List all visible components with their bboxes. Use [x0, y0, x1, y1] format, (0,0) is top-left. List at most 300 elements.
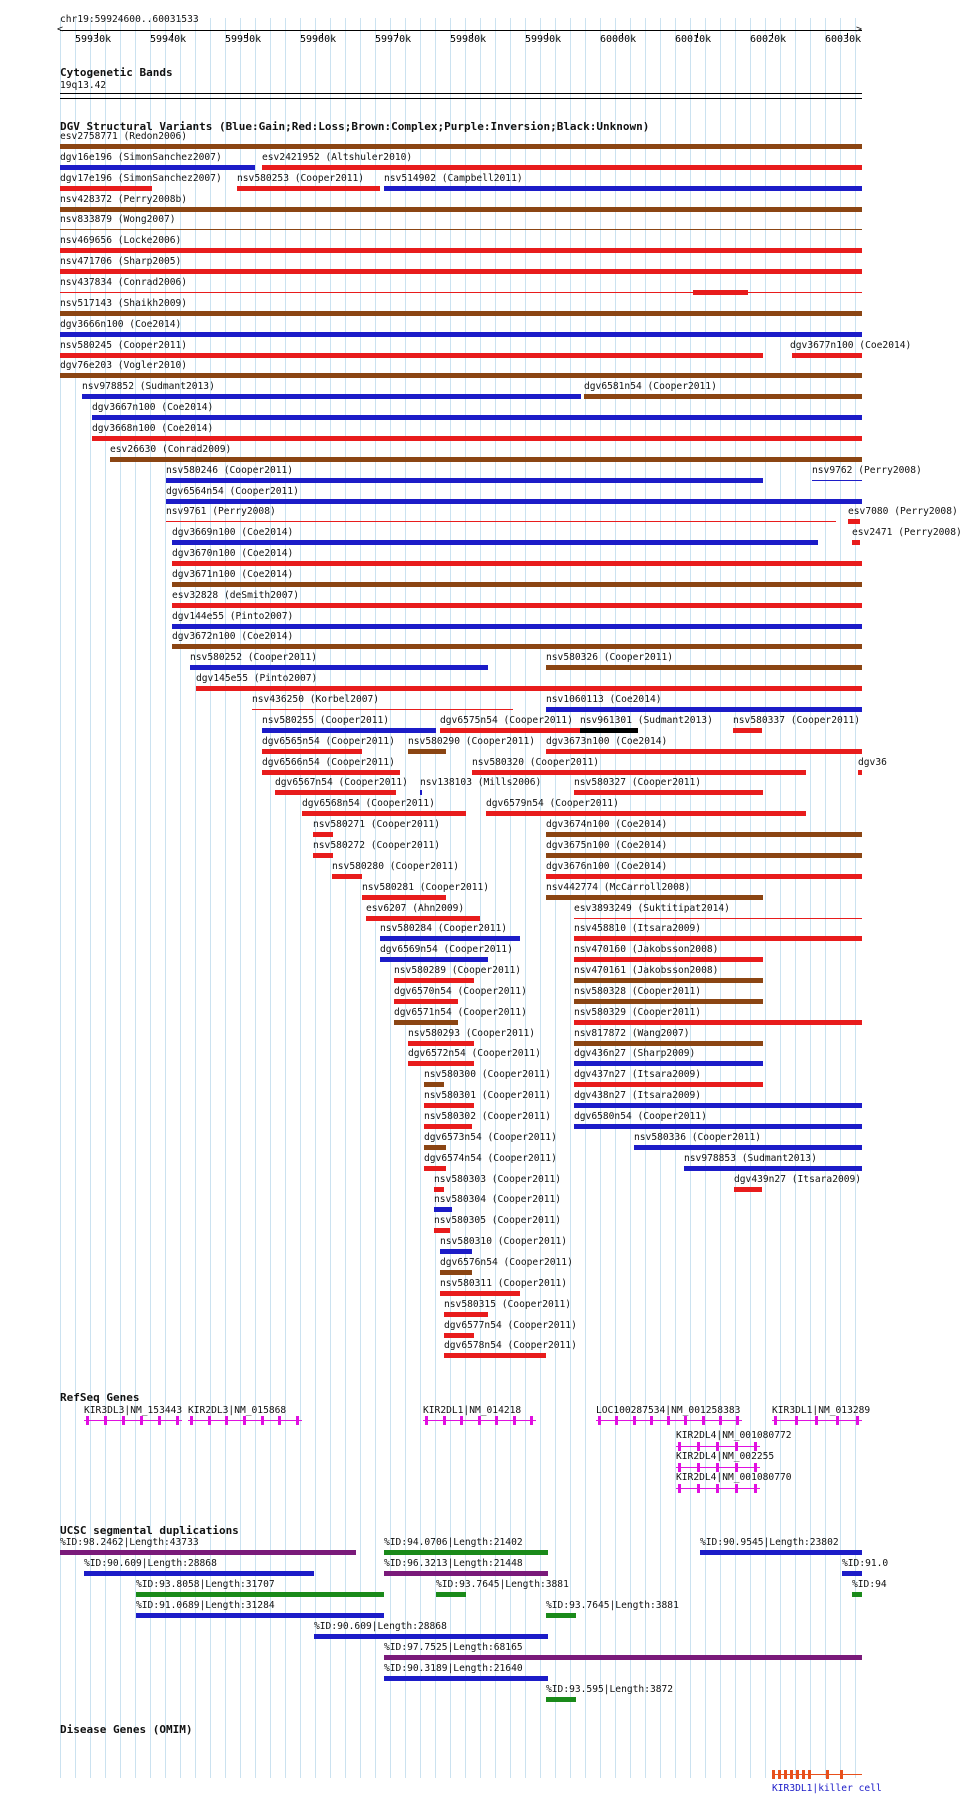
dgv-variant-bar[interactable]: [172, 561, 862, 566]
dgv-variant-bar[interactable]: [313, 832, 333, 837]
dgv-variant-bar[interactable]: [302, 811, 466, 816]
refseq-exon[interactable]: [208, 1416, 211, 1425]
dgv-variant-label[interactable]: nsv580290 (Cooper2011): [408, 735, 536, 747]
dgv-variant-bar[interactable]: [166, 521, 836, 522]
omim-exon[interactable]: [826, 1770, 829, 1779]
dgv-variant-label[interactable]: nsv437834 (Conrad2006): [60, 277, 188, 288]
dgv-variant-label[interactable]: nsv961301 (Sudmant2013): [580, 714, 713, 726]
dgv-variant-bar[interactable]: [60, 373, 862, 378]
omim-exon[interactable]: [840, 1770, 843, 1779]
dgv-variant-bar[interactable]: [574, 936, 862, 941]
dgv-variant-bar[interactable]: [394, 999, 458, 1004]
refseq-exon[interactable]: [754, 1442, 757, 1451]
dgv-variant-label[interactable]: dgv438n27 (Itsara2009): [574, 1090, 702, 1102]
dgv-variant-label[interactable]: nsv580289 (Cooper2011): [394, 965, 522, 976]
dgv-variant-label[interactable]: nsv817872 (Wang2007): [574, 1027, 690, 1039]
dgv-variant-label[interactable]: nsv9762 (Perry2008): [812, 464, 922, 476]
refseq-exon[interactable]: [678, 1484, 681, 1493]
dgv-variant-bar[interactable]: [172, 644, 862, 649]
dgv-variant-label[interactable]: nsv580328 (Cooper2011): [574, 985, 702, 997]
dgv-variant-label[interactable]: dgv6573n54 (Cooper2011): [424, 1131, 557, 1143]
omim-exon[interactable]: [796, 1770, 799, 1779]
dgv-variant-label[interactable]: nsv580303 (Cooper2011): [434, 1173, 562, 1185]
dgv-variant-label[interactable]: nsv580253 (Cooper2011): [237, 172, 365, 184]
refseq-exon[interactable]: [478, 1416, 481, 1425]
dgv-variant-label[interactable]: dgv436n27 (Sharp2009): [574, 1048, 696, 1060]
dgv-variant-bar[interactable]: [172, 582, 862, 587]
dgv-variant-label[interactable]: nsv580245 (Cooper2011): [60, 339, 188, 351]
dgv-variant-label[interactable]: nsv138103 (Mills2006): [420, 777, 542, 789]
dgv-variant-bar[interactable]: [60, 186, 152, 191]
dgv-variant-bar[interactable]: [733, 728, 762, 733]
cytoband-track-title[interactable]: Cytogenetic Bands: [60, 66, 173, 79]
dgv-variant-bar[interactable]: [408, 1061, 474, 1066]
segdup-label[interactable]: %ID:93.7645|Length:3881: [546, 1600, 679, 1611]
dgv-variant-bar[interactable]: [444, 1312, 488, 1317]
dgv-variant-bar[interactable]: [444, 1333, 474, 1338]
dgv-variant-label[interactable]: dgv144e55 (Pinto2007): [172, 610, 294, 622]
dgv-variant-bar[interactable]: [574, 918, 862, 919]
refseq-exon[interactable]: [735, 1484, 738, 1493]
dgv-variant-bar[interactable]: [546, 853, 862, 858]
omim-track-title[interactable]: Disease Genes (OMIM): [60, 1723, 193, 1736]
refseq-exon[interactable]: [735, 1442, 738, 1451]
dgv-variant-bar[interactable]: [313, 853, 333, 858]
dgv-variant-label[interactable]: nsv580327 (Cooper2011): [574, 777, 702, 789]
dgv-variant-bar[interactable]: [60, 229, 862, 230]
grid-line: [540, 18, 541, 1778]
dgv-variant-label[interactable]: nsv580310 (Cooper2011): [440, 1236, 568, 1248]
dgv-variant-bar[interactable]: [237, 186, 380, 191]
refseq-gene-label[interactable]: KIR2DL4|NM_001080770: [676, 1472, 792, 1483]
segdup-bar[interactable]: [84, 1571, 314, 1576]
dgv-variant-label[interactable]: dgv3673n100 (Coe2014): [546, 735, 668, 747]
dgv-variant-label[interactable]: dgv16e196 (SimonSanchez2007): [60, 151, 222, 163]
refseq-exon[interactable]: [678, 1463, 681, 1472]
dgv-variant-bar[interactable]: [172, 603, 862, 608]
dgv-variant-bar[interactable]: [546, 749, 862, 754]
dgv-variant-label[interactable]: nsv580255 (Cooper2011): [262, 714, 390, 726]
dgv-variant-label[interactable]: esv32828 (deSmith2007): [172, 589, 300, 601]
refseq-exon[interactable]: [836, 1416, 839, 1425]
refseq-exon[interactable]: [122, 1416, 125, 1425]
dgv-variant-bar[interactable]: [574, 957, 763, 962]
refseq-gene-intron[interactable]: [84, 1420, 182, 1421]
dgv-variant-label[interactable]: nsv469656 (Locke2006): [60, 235, 182, 247]
dgv-variant-label[interactable]: dgv3669n100 (Coe2014): [172, 527, 294, 539]
dgv-variant-bar[interactable]: [408, 749, 446, 754]
refseq-exon[interactable]: [598, 1416, 601, 1425]
dgv-variant-bar[interactable]: [574, 999, 763, 1004]
segdup-bar[interactable]: [136, 1613, 384, 1618]
dgv-variant-label[interactable]: esv2758771 (Redon2006): [60, 131, 188, 142]
dgv-variant-bar[interactable]: [634, 1145, 862, 1150]
dgv-variant-label[interactable]: esv6207 (Ahn2009): [366, 902, 465, 914]
refseq-exon[interactable]: [633, 1416, 636, 1425]
segdup-bar[interactable]: [546, 1697, 576, 1702]
dgv-variant-bar[interactable]: [384, 186, 862, 191]
segdup-label[interactable]: %ID:90.9545|Length:23802: [700, 1537, 839, 1548]
dgv-variant-label[interactable]: nsv428372 (Perry2008b): [60, 193, 188, 205]
dgv-variant-label[interactable]: nsv580300 (Cooper2011): [424, 1069, 552, 1081]
dgv-variant-bar[interactable]: [262, 770, 400, 775]
dgv-variant-bar[interactable]: [424, 1082, 444, 1087]
dgv-variant-bar[interactable]: [684, 1166, 862, 1171]
dgv-variant-label[interactable]: nsv436250 (Korbel2007): [252, 694, 380, 705]
dgv-variant-bar[interactable]: [190, 665, 488, 670]
dgv-variant-bar[interactable]: [172, 540, 818, 545]
dgv-variant-label[interactable]: dgv17e196 (SimonSanchez2007): [60, 172, 222, 184]
dgv-variant-bar[interactable]: [424, 1103, 474, 1108]
dgv-variant-bar[interactable]: [848, 519, 860, 524]
dgv-variant-label[interactable]: dgv3674n100 (Coe2014): [546, 819, 668, 831]
refseq-exon[interactable]: [140, 1416, 143, 1425]
dgv-variant-bar[interactable]: [92, 436, 862, 441]
refseq-exon[interactable]: [460, 1416, 463, 1425]
dgv-variant-label[interactable]: nsv514902 (Campbell2011): [384, 172, 523, 184]
dgv-variant-bar[interactable]: [380, 936, 520, 941]
dgv-variant-bar[interactable]: [92, 415, 862, 420]
cytoband-label: 19q13.42: [60, 80, 107, 91]
omim-exon[interactable]: [778, 1770, 781, 1779]
refseq-exon[interactable]: [104, 1416, 107, 1425]
dgv-variant-label[interactable]: nsv1060113 (Coe2014): [546, 694, 662, 705]
refseq-exon[interactable]: [678, 1442, 681, 1451]
dgv-variant-bar[interactable]: [424, 1124, 472, 1129]
dgv-variant-bar[interactable]: [394, 978, 474, 983]
dgv-variant-bar[interactable]: [60, 332, 862, 337]
dgv-variant-label[interactable]: dgv6574n54 (Cooper2011): [424, 1152, 557, 1164]
dgv-variant-bar[interactable]: [584, 394, 862, 399]
segdup-label[interactable]: %ID:98.2462|Length:43733: [60, 1537, 199, 1548]
dgv-variant-bar[interactable]: [60, 311, 862, 316]
dgv-variant-label[interactable]: nsv442774 (McCarroll2008): [546, 881, 691, 893]
segdup-label[interactable]: %ID:93.8058|Length:31707: [136, 1579, 275, 1590]
dgv-variant-bar[interactable]: [362, 895, 446, 900]
refseq-exon[interactable]: [716, 1484, 719, 1493]
segdup-bar[interactable]: [384, 1655, 862, 1660]
refseq-exon[interactable]: [736, 1416, 739, 1425]
dgv-variant-bar[interactable]: [252, 709, 513, 710]
dgv-variant-label[interactable]: esv26630 (Conrad2009): [110, 443, 232, 455]
refseq-gene-label[interactable]: LOC100287534|NM_001258383: [596, 1405, 741, 1416]
segdup-label[interactable]: %ID:94.0706|Length:21402: [384, 1537, 523, 1548]
dgv-variant-label[interactable]: dgv3667n100 (Coe2014): [92, 402, 214, 414]
dgv-variant-label[interactable]: nsv978852 (Sudmant2013): [82, 381, 215, 393]
dgv-variant-label[interactable]: nsv470160 (Jakobsson2008): [574, 944, 719, 956]
grid-line: [480, 18, 481, 1778]
refseq-exon[interactable]: [754, 1484, 757, 1493]
dgv-variant-bar[interactable]: [546, 707, 862, 712]
dgv-variant-label[interactable]: nsv833879 (Wong2007): [60, 214, 176, 226]
dgv-variant-label[interactable]: dgv439n27 (Itsara2009): [734, 1173, 862, 1185]
dgv-variant-label[interactable]: dgv6566n54 (Cooper2011): [262, 756, 395, 768]
segdup-label[interactable]: %ID:91.0: [842, 1558, 889, 1569]
refseq-exon[interactable]: [735, 1463, 738, 1472]
dgv-variant-label[interactable]: nsv580280 (Cooper2011): [332, 860, 460, 872]
dgv-variant-label[interactable]: nsv580246 (Cooper2011): [166, 464, 294, 476]
dgv-variant-label[interactable]: dgv437n27 (Itsara2009): [574, 1069, 702, 1081]
dgv-variant-label[interactable]: esv3893249 (Suktitipat2014): [574, 902, 730, 914]
dgv-variant-label[interactable]: nsv580337 (Cooper2011): [733, 714, 861, 726]
dgv-variant-bar[interactable]: [792, 353, 862, 358]
refseq-exon[interactable]: [176, 1416, 179, 1425]
dgv-variant-label[interactable]: nsv580293 (Cooper2011): [408, 1027, 536, 1039]
refseq-exon[interactable]: [225, 1416, 228, 1425]
dgv-variant-bar[interactable]: [546, 665, 862, 670]
dgv-variant-bar[interactable]: [60, 207, 862, 212]
dgv-variant-label[interactable]: dgv6568n54 (Cooper2011): [302, 798, 435, 810]
refseq-exon[interactable]: [716, 1442, 719, 1451]
dgv-variant-bar[interactable]: [546, 895, 763, 900]
refseq-gene-label[interactable]: KIR2DL3|NM_015868: [188, 1405, 287, 1416]
segdup-track-title[interactable]: UCSC segmental duplications: [60, 1524, 239, 1537]
refseq-gene-label[interactable]: KIR3DL1|NM_013289: [772, 1405, 871, 1416]
refseq-exon[interactable]: [754, 1463, 757, 1472]
dgv-variant-label[interactable]: nsv517143 (Shaikh2009): [60, 297, 188, 309]
dgv-variant-bar[interactable]: [574, 1061, 763, 1066]
dgv-variant-bar[interactable]: [858, 770, 862, 775]
dgv-variant-label[interactable]: nsv580272 (Cooper2011): [313, 839, 441, 851]
dgv-variant-label[interactable]: dgv3666n100 (Coe2014): [60, 318, 182, 330]
dgv-variant-bar[interactable]: [166, 499, 862, 504]
dgv-variant-label[interactable]: dgv36: [858, 756, 887, 768]
dgv-variant-label[interactable]: nsv458810 (Itsara2009): [574, 923, 702, 935]
dgv-variant-bar[interactable]: [60, 165, 255, 170]
dgv-variant-label[interactable]: nsv471706 (Sharp2005): [60, 256, 182, 268]
refseq-gene-label[interactable]: KIR2DL4|NM_002255: [676, 1451, 775, 1462]
dgv-variant-bar[interactable]: [693, 290, 748, 295]
dgv-variant-bar[interactable]: [440, 1270, 472, 1275]
dgv-variant-bar[interactable]: [82, 394, 581, 399]
refseq-exon[interactable]: [795, 1416, 798, 1425]
dgv-variant-bar[interactable]: [420, 790, 422, 795]
dgv-variant-label[interactable]: nsv978853 (Sudmant2013): [684, 1152, 817, 1164]
segdup-bar[interactable]: [546, 1613, 576, 1618]
dgv-variant-label[interactable]: dgv3672n100 (Coe2014): [172, 631, 294, 643]
dgv-variant-bar[interactable]: [394, 1020, 458, 1025]
dgv-variant-label[interactable]: nsv580320 (Cooper2011): [472, 756, 600, 768]
refseq-exon[interactable]: [261, 1416, 264, 1425]
dgv-variant-bar[interactable]: [408, 1041, 474, 1046]
dgv-variant-bar[interactable]: [574, 1082, 763, 1087]
dgv-variant-label[interactable]: dgv145e55 (Pinto2007): [196, 673, 318, 685]
omim-gene-label[interactable]: KIR3DL1|killer cell: [772, 1783, 882, 1794]
dgv-variant-bar[interactable]: [262, 749, 362, 754]
refseq-gene-label[interactable]: KIR2DL1|NM_014218: [423, 1405, 522, 1416]
segdup-label[interactable]: %ID:93.595|Length:3872: [546, 1684, 674, 1695]
omim-exon[interactable]: [808, 1770, 811, 1779]
dgv-variant-label[interactable]: dgv6578n54 (Cooper2011): [444, 1340, 577, 1352]
dgv-variant-bar[interactable]: [440, 1249, 472, 1254]
dgv-variant-label[interactable]: esv7080 (Perry2008): [848, 506, 958, 518]
segdup-label[interactable]: %ID:96.3213|Length:21448: [384, 1558, 523, 1569]
refseq-exon[interactable]: [815, 1416, 818, 1425]
segdup-label[interactable]: %ID:90.609|Length:28868: [84, 1558, 217, 1569]
dgv-variant-bar[interactable]: [574, 1020, 862, 1025]
refseq-exon[interactable]: [243, 1416, 246, 1425]
refseq-exon[interactable]: [684, 1416, 687, 1425]
dgv-variant-label[interactable]: nsv580336 (Cooper2011): [634, 1131, 762, 1143]
dgv-variant-bar[interactable]: [60, 248, 862, 253]
dgv-variant-bar[interactable]: [332, 874, 362, 879]
refseq-exon[interactable]: [697, 1463, 700, 1472]
dgv-variant-bar[interactable]: [434, 1207, 452, 1212]
dgv-variant-label[interactable]: nsv580304 (Cooper2011): [434, 1194, 562, 1206]
dgv-variant-bar[interactable]: [380, 957, 488, 962]
refseq-exon[interactable]: [697, 1484, 700, 1493]
dgv-variant-label[interactable]: dgv6581n54 (Cooper2011): [584, 381, 717, 393]
dgv-variant-bar[interactable]: [574, 978, 763, 983]
dgv-variant-label[interactable]: dgv3677n100 (Coe2014): [790, 339, 912, 351]
segdup-label[interactable]: %ID:90.3189|Length:21640: [384, 1663, 523, 1674]
dgv-variant-bar[interactable]: [444, 1353, 546, 1358]
dgv-variant-bar[interactable]: [574, 1041, 763, 1046]
refseq-exon[interactable]: [530, 1416, 533, 1425]
dgv-variant-bar[interactable]: [852, 540, 860, 545]
refseq-exon[interactable]: [697, 1442, 700, 1451]
refseq-exon[interactable]: [716, 1463, 719, 1472]
segdup-bar[interactable]: [700, 1550, 862, 1555]
dgv-variant-bar[interactable]: [440, 728, 580, 733]
dgv-variant-label[interactable]: dgv6564n54 (Cooper2011): [166, 485, 299, 497]
dgv-variant-bar[interactable]: [812, 480, 862, 481]
dgv-variant-label[interactable]: nsv580252 (Cooper2011): [190, 652, 318, 664]
refseq-track-title[interactable]: RefSeq Genes: [60, 1391, 140, 1404]
segdup-label[interactable]: %ID:97.7525|Length:68165: [384, 1642, 523, 1653]
dgv-variant-bar[interactable]: [486, 811, 806, 816]
dgv-variant-label[interactable]: nsv580329 (Cooper2011): [574, 1006, 702, 1018]
segdup-bar[interactable]: [136, 1592, 384, 1597]
refseq-exon[interactable]: [278, 1416, 281, 1425]
dgv-variant-label[interactable]: nsv9761 (Perry2008): [166, 506, 276, 518]
dgv-variant-label[interactable]: dgv6579n54 (Cooper2011): [486, 798, 619, 810]
dgv-variant-bar[interactable]: [546, 874, 862, 879]
dgv-variant-bar[interactable]: [60, 269, 862, 274]
dgv-variant-label[interactable]: nsv580301 (Cooper2011): [424, 1090, 552, 1102]
dgv-variant-label[interactable]: dgv76e203 (Vogler2010): [60, 360, 188, 372]
dgv-variant-bar[interactable]: [472, 770, 806, 775]
segdup-bar[interactable]: [384, 1571, 548, 1576]
dgv-variant-label[interactable]: dgv6576n54 (Cooper2011): [440, 1256, 573, 1268]
dgv-variant-label[interactable]: dgv6569n54 (Cooper2011): [380, 944, 513, 956]
dgv-variant-label[interactable]: nsv580281 (Cooper2011): [362, 881, 490, 893]
dgv-variant-bar[interactable]: [574, 790, 763, 795]
segdup-label[interactable]: %ID:90.609|Length:28868: [314, 1621, 447, 1632]
dgv-variant-label[interactable]: nsv580326 (Cooper2011): [546, 652, 674, 664]
dgv-variant-label[interactable]: dgv6570n54 (Cooper2011): [394, 985, 527, 997]
dgv-variant-label[interactable]: dgv6567n54 (Cooper2011): [275, 777, 408, 789]
dgv-variant-bar[interactable]: [166, 478, 763, 483]
dgv-variant-label[interactable]: esv2471 (Perry2008): [852, 527, 962, 539]
refseq-exon[interactable]: [856, 1416, 859, 1425]
refseq-exon[interactable]: [158, 1416, 161, 1425]
dgv-variant-label[interactable]: dgv6577n54 (Cooper2011): [444, 1319, 577, 1331]
dgv-variant-bar[interactable]: [424, 1145, 446, 1150]
segdup-bar[interactable]: [314, 1634, 548, 1639]
dgv-variant-bar[interactable]: [580, 728, 638, 733]
refseq-exon[interactable]: [650, 1416, 653, 1425]
dgv-variant-label[interactable]: nsv580284 (Cooper2011): [380, 923, 508, 935]
dgv-variant-bar[interactable]: [60, 353, 763, 358]
dgv-variant-bar[interactable]: [262, 728, 436, 733]
dgv-track-title[interactable]: DGV Structural Variants (Blue:Gain;Red:Loss;Brown:Complex;Purple:Inversion;Black:Unknown): [60, 120, 650, 133]
dgv-variant-label[interactable]: nsv580315 (Cooper2011): [444, 1298, 572, 1310]
dgv-variant-bar[interactable]: [574, 1103, 862, 1108]
segdup-label[interactable]: %ID:93.7645|Length:3881: [436, 1579, 569, 1590]
omim-exon[interactable]: [772, 1770, 775, 1779]
dgv-variant-label[interactable]: dgv6571n54 (Cooper2011): [394, 1006, 527, 1018]
segdup-bar[interactable]: [384, 1550, 548, 1555]
refseq-exon[interactable]: [443, 1416, 446, 1425]
omim-exon[interactable]: [784, 1770, 787, 1779]
refseq-exon[interactable]: [495, 1416, 498, 1425]
dgv-variant-bar[interactable]: [424, 1166, 446, 1171]
dgv-variant-label[interactable]: dgv6572n54 (Cooper2011): [408, 1048, 541, 1060]
omim-exon[interactable]: [790, 1770, 793, 1779]
segdup-label[interactable]: %ID:94: [852, 1579, 887, 1590]
refseq-gene-label[interactable]: KIR3DL3|NM_153443: [84, 1405, 183, 1416]
dgv-variant-label[interactable]: nsv580311 (Cooper2011): [440, 1277, 568, 1289]
refseq-exon[interactable]: [719, 1416, 722, 1425]
dgv-variant-label[interactable]: esv2421952 (Altshuler2010): [262, 151, 413, 163]
dgv-variant-bar[interactable]: [440, 1291, 520, 1296]
dgv-variant-bar[interactable]: [60, 144, 862, 149]
dgv-variant-bar[interactable]: [196, 686, 862, 691]
dgv-variant-label[interactable]: nsv580271 (Cooper2011): [313, 819, 441, 831]
dgv-variant-bar[interactable]: [366, 916, 480, 921]
dgv-variant-label[interactable]: dgv3675n100 (Coe2014): [546, 839, 668, 851]
dgv-variant-bar[interactable]: [434, 1228, 450, 1233]
refseq-exon[interactable]: [615, 1416, 618, 1425]
segdup-bar[interactable]: [842, 1571, 862, 1576]
dgv-variant-label[interactable]: nsv580305 (Cooper2011): [434, 1215, 562, 1227]
refseq-exon[interactable]: [702, 1416, 705, 1425]
refseq-exon[interactable]: [513, 1416, 516, 1425]
dgv-variant-label[interactable]: dgv6565n54 (Cooper2011): [262, 735, 395, 747]
refseq-exon[interactable]: [296, 1416, 299, 1425]
dgv-variant-label[interactable]: dgv6575n54 (Cooper2011): [440, 714, 573, 726]
segdup-bar[interactable]: [384, 1676, 548, 1681]
dgv-variant-label[interactable]: nsv470161 (Jakobsson2008): [574, 965, 719, 976]
dgv-variant-bar[interactable]: [172, 624, 862, 629]
dgv-variant-bar[interactable]: [574, 1124, 862, 1129]
refseq-exon[interactable]: [425, 1416, 428, 1425]
dgv-variant-bar[interactable]: [734, 1187, 762, 1192]
dgv-variant-bar[interactable]: [434, 1187, 444, 1192]
dgv-variant-bar[interactable]: [110, 457, 862, 462]
refseq-exon[interactable]: [667, 1416, 670, 1425]
segdup-bar[interactable]: [852, 1592, 862, 1597]
dgv-variant-bar[interactable]: [546, 832, 862, 837]
dgv-variant-bar[interactable]: [275, 790, 396, 795]
refseq-gene-label[interactable]: KIR2DL4|NM_001080772: [676, 1430, 792, 1441]
segdup-bar[interactable]: [436, 1592, 466, 1597]
refseq-exon[interactable]: [190, 1416, 193, 1425]
segdup-bar[interactable]: [60, 1550, 356, 1555]
dgv-variant-label[interactable]: dgv3676n100 (Coe2014): [546, 860, 668, 872]
dgv-variant-label[interactable]: dgv3671n100 (Coe2014): [172, 568, 294, 580]
refseq-exon[interactable]: [86, 1416, 89, 1425]
dgv-variant-label[interactable]: dgv3668n100 (Coe2014): [92, 422, 214, 434]
dgv-variant-label[interactable]: dgv3670n100 (Coe2014): [172, 548, 294, 559]
dgv-variant-label[interactable]: dgv6580n54 (Cooper2011): [574, 1111, 707, 1122]
dgv-variant-bar[interactable]: [262, 165, 862, 170]
segdup-label[interactable]: %ID:91.0689|Length:31284: [136, 1600, 275, 1611]
dgv-variant-label[interactable]: nsv580302 (Cooper2011): [424, 1111, 552, 1122]
omim-exon[interactable]: [802, 1770, 805, 1779]
refseq-exon[interactable]: [774, 1416, 777, 1425]
